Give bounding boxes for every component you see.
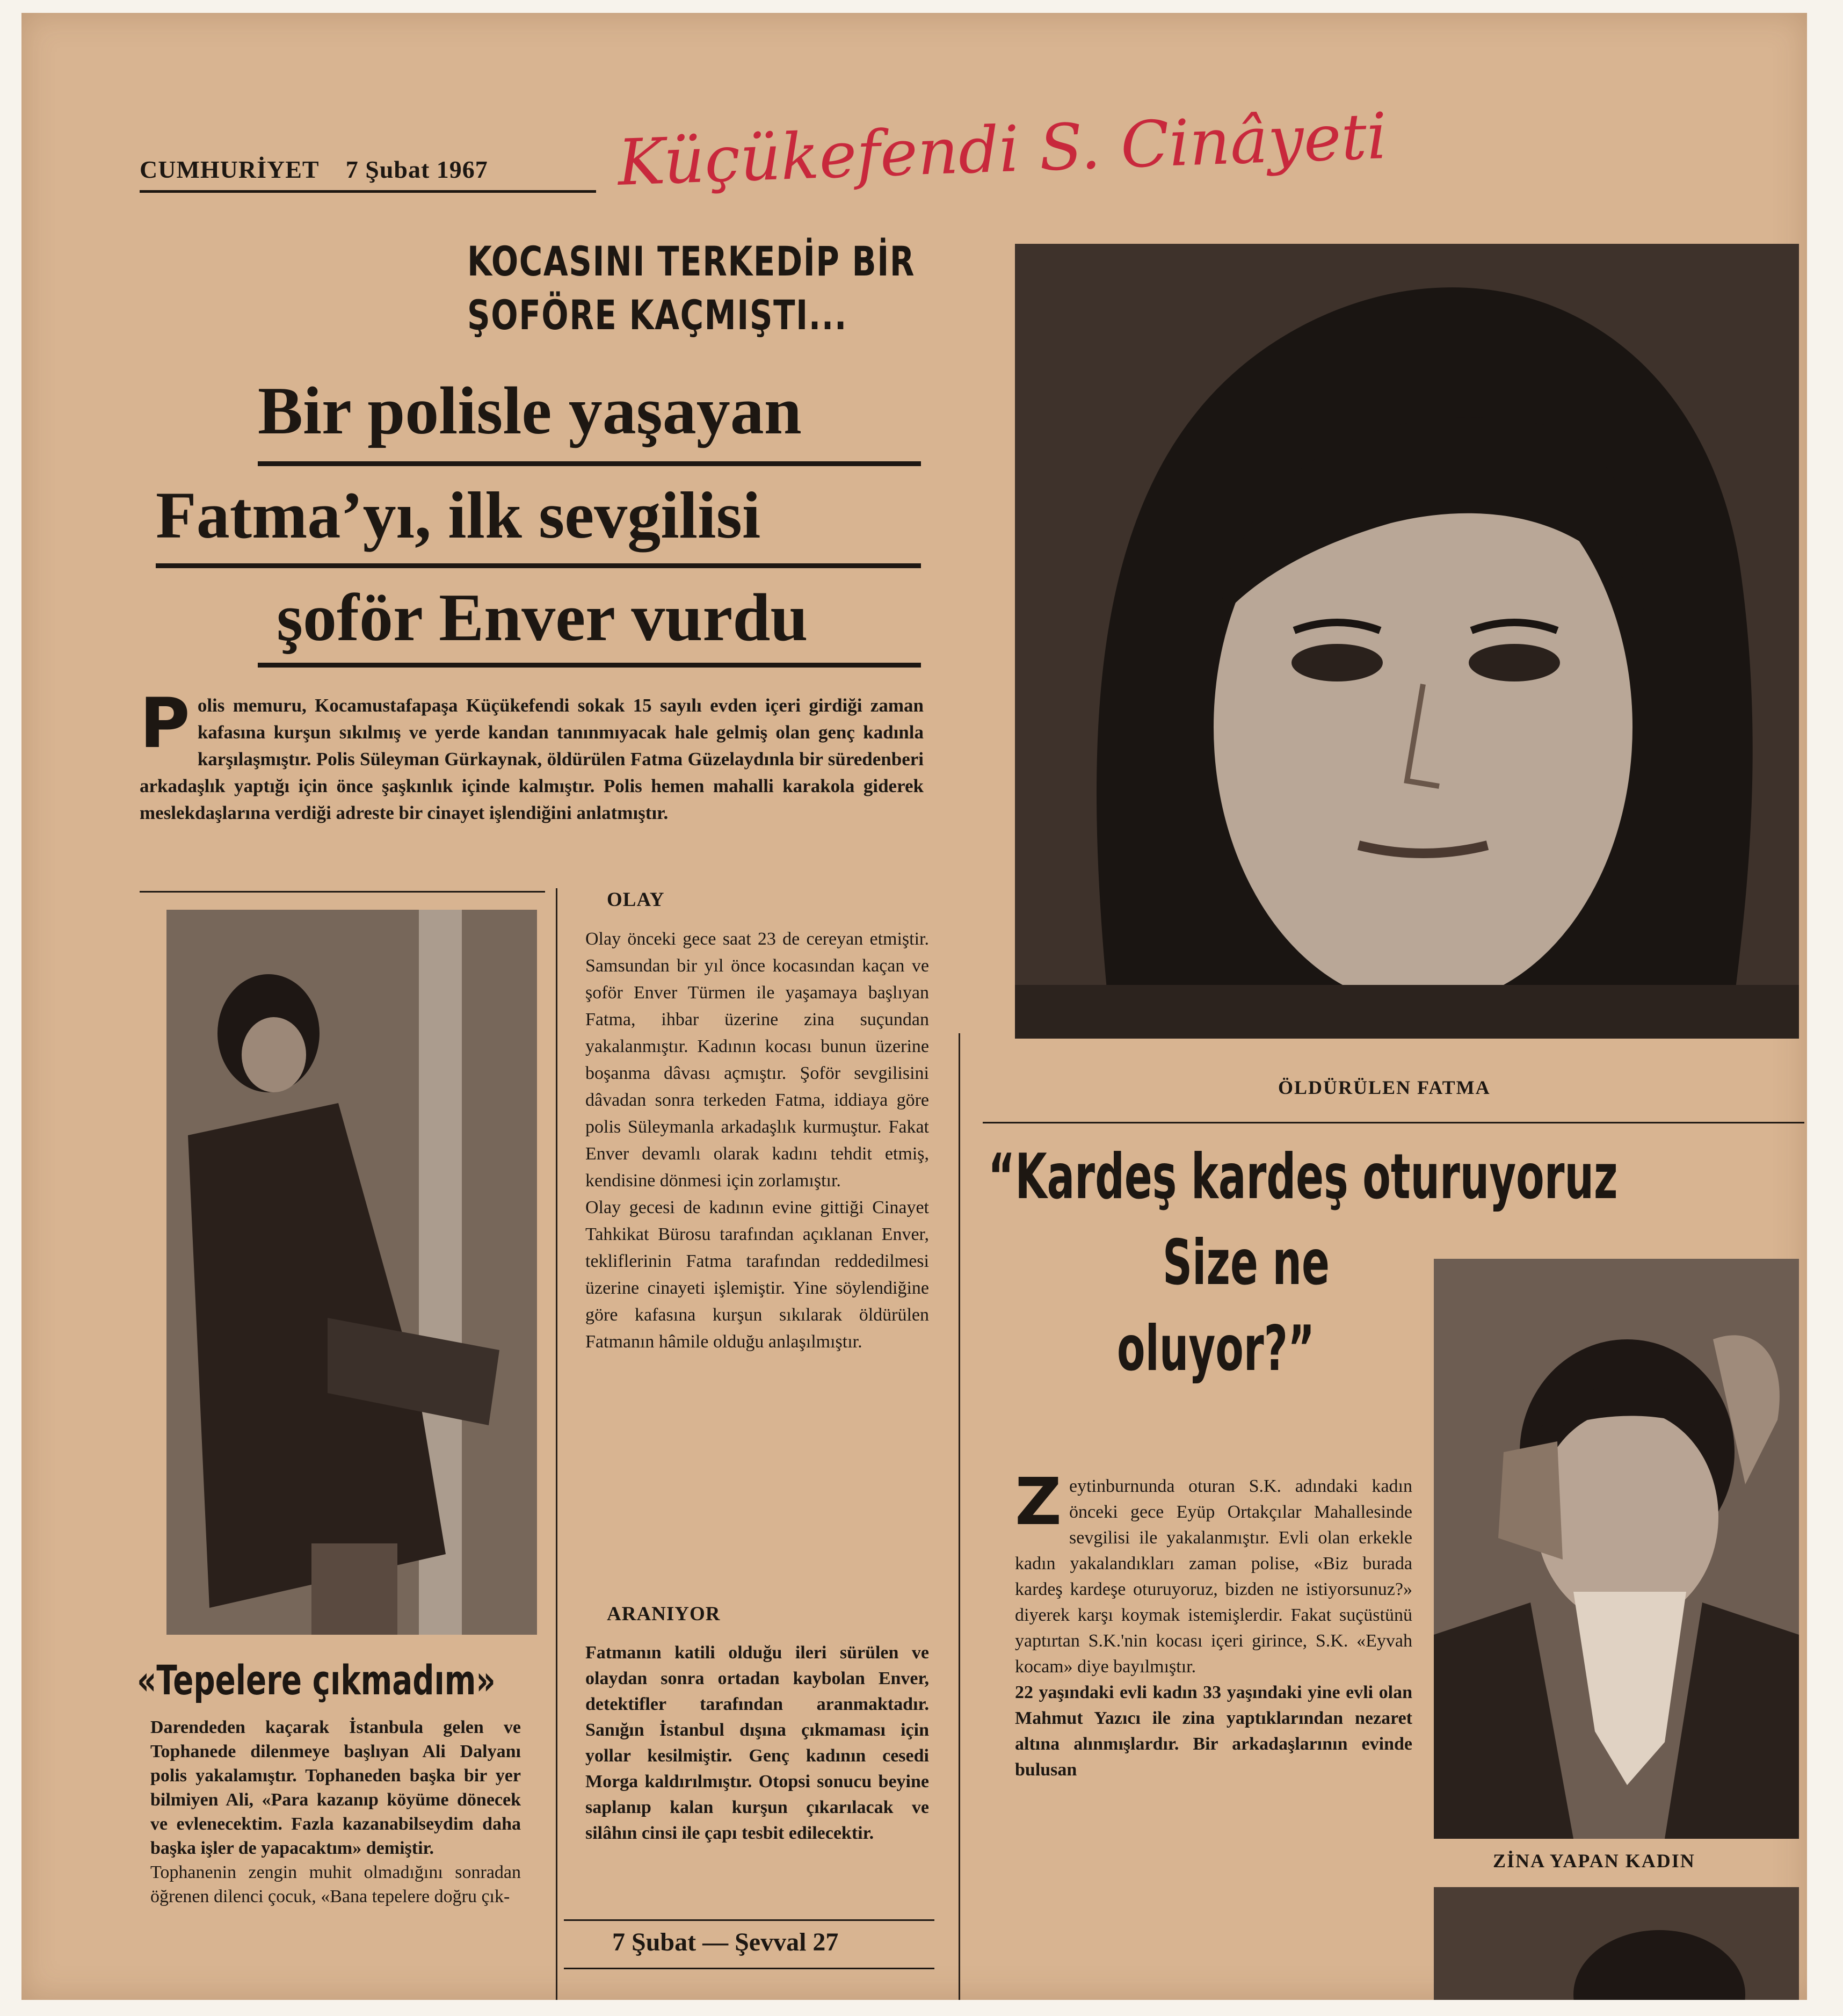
zina-rule-top <box>983 1122 1804 1123</box>
zina-dropcap: Z <box>1015 1465 1062 1540</box>
zina-story-text <box>1015 1465 1412 1783</box>
column-divider-right <box>959 1033 960 2000</box>
masthead-paper: CUMHURİYET <box>140 156 319 183</box>
headline-line-2: Fatma’yı, ilk sevgilisi <box>156 478 761 552</box>
masthead-rule <box>140 190 596 193</box>
zina-photo-caption: ZİNA YAPAN KADIN <box>1493 1850 1695 1872</box>
newspaper-clipping <box>21 13 1807 2000</box>
zina-text-part2: 22 yaşındaki evli kadın 33 yaşındaki yine evli olan Mahmut Yazıcı ile zina yaptıklarından nezaret altına alınmışlardır. Bir arkadaşlarının evinde bulusan <box>1015 1683 1412 1780</box>
lead-paragraph <box>140 684 924 826</box>
footer-rule-top <box>564 1919 934 1921</box>
lead-dropcap: P <box>140 684 190 764</box>
lead-text: olis memuru, Kocamustafapaşa Küçükefendi sokak 15 sayılı evden içeri girdiği zaman kafasına kurşun sıkılmış ve yerde kandan tanınmıyacak hale gelmiş olan genç kadınla karşılaşmıştır. Polis Süleyman Gürkaynak, öldürülen Fatma Güzelaydınla bir süredenberi arkadaşlık yaptığı için önce şaşkınlık içinde kalmıştır. Polis hemen mahalli karakola giderek meslekdaşlarına verdiği adreste bir cinayet işlendiğini anlatmıştır. <box>140 695 924 823</box>
side-story-bold: Darendeden kaçarak İstanbula gelen ve Tophanede dilenmeye başlıyan Ali Dalyanı polis yakalamıştır. Tophaneden başka bir yer bilmiyen Ali, «Para kazanıp köyüme dönecek ve evlenecektim. Fazla kazanabilseydim daha başka işler de yapacaktım» demiştir. <box>150 1717 521 1858</box>
kicker-line-1: KOCASINI TERKEDİP BİR <box>467 237 916 285</box>
zina-headline-line-2: Size ne <box>1163 1227 1330 1299</box>
footer-date: 7 Şubat — Şevval 27 <box>612 1928 839 1956</box>
section-olay-part1: Olay önceki gece saat 23 de cereyan etmiştir. Samsundan bir yıl önce kocasından kaçan ve şoför Enver Türmen ile yaşamaya başlıyan Fatma, ihbar üzerine zina suçundan yakalanmıştır. Kadının kocası bunun üzerine boşanma dâvası açmıştır. Şoför sevgilisini dâvadan sonra terkeden Fatma, iddiaya göre polis Süleymanla arkadaşlık kurmuştur. Fakat Enver devamlı olarak kadını tehdit etmiş, kendisine dönmesi için zorlamıştır. <box>585 929 929 1191</box>
section-araniyor-title: ARANIYOR <box>607 1603 721 1625</box>
side-story-headline: «Tepelere çıkmadım» <box>137 1656 496 1704</box>
footer-rule-bottom <box>564 1968 934 1969</box>
section-olay-text <box>585 926 929 1355</box>
photo-zina-man <box>1434 1887 1799 2000</box>
kicker-line-2: ŞOFÖRE KAÇMIŞTI... <box>467 291 847 339</box>
headline-line-1: Bir polisle yaşayan <box>258 374 802 448</box>
section-olay-title: OLAY <box>607 889 665 911</box>
section-araniyor-text: Fatmanın katili olduğu ileri sürülen ve olaydan sonra ortadan kaybolan Enver, detektifler tarafından aranmaktadır. Sanığın İstanbul dışına çıkmaması için yollar kesilmiştir. Genç kadının cesedi Morga kaldırılmıştır. Otopsi sonucu beyine saplanıp kalan kurşun çıkarılacak ve silâhın cinsi ile çapı tesbit edilecektir. <box>585 1643 929 1843</box>
masthead <box>140 155 488 184</box>
zina-text-part1: eytinburnunda oturan S.K. adındaki kadın önceki gece Eyüp Ortakçılar Mahallesinde sevgilisi ile yakalanmıştır. Evli olan erkekle kadın yakalandıkları zaman polise, «Biz burada kardeş kardeşe oturuyoruz, bizden ne istiyorsunuz?» diyerek karşı koymak istemişlerdir. Fakat suçüstünü yaptırtan S.K.'nin kocası içeri girince, S.K. «Eyvah kocam» diye bayılmıştır. <box>1015 1476 1412 1677</box>
headline-line-3: şoför Enver vurdu <box>277 581 808 655</box>
section-olay-part2: Olay gecesi de kadının evine gittiği Cinayet Tahkikat Bürosu tarafından açıklanan Enver, tekliflerinin Fatma tarafından reddedilmesi üzerine cinayeti işlemiştir. Yine söylendiğine göre kafasına kurşun sıkılarak öldürülen Fatmanın hâmile olduğu anlaşılmıştır. <box>585 1198 929 1352</box>
side-story-text <box>150 1715 521 1909</box>
zina-headline-line-3: oluyor?” <box>1117 1312 1315 1385</box>
headline-rule-1 <box>258 461 921 466</box>
headline-rule-3 <box>258 663 921 668</box>
fatma-photo-caption: ÖLDÜRÜLEN FATMA <box>1278 1077 1491 1098</box>
handwritten-note: Küçükefendi S. Cinâyeti <box>616 99 1388 200</box>
photo-zina-woman <box>1434 1259 1799 1839</box>
masthead-date: 7 Şubat 1967 <box>345 156 488 183</box>
photo-fatma <box>1015 244 1799 1039</box>
zina-headline-line-1: “Kardeş kardeş oturuyoruz <box>988 1141 1618 1213</box>
headline-rule-2 <box>156 563 921 568</box>
left-column-rule <box>140 891 545 893</box>
column-divider-left <box>556 888 557 2000</box>
side-story-regular: Tophanenin zengin muhit olmadığını sonradan öğrenen dilenci çocuk, «Bana tepelere doğru çık- <box>150 1862 521 1906</box>
photo-ali-dalyan <box>166 910 537 1635</box>
